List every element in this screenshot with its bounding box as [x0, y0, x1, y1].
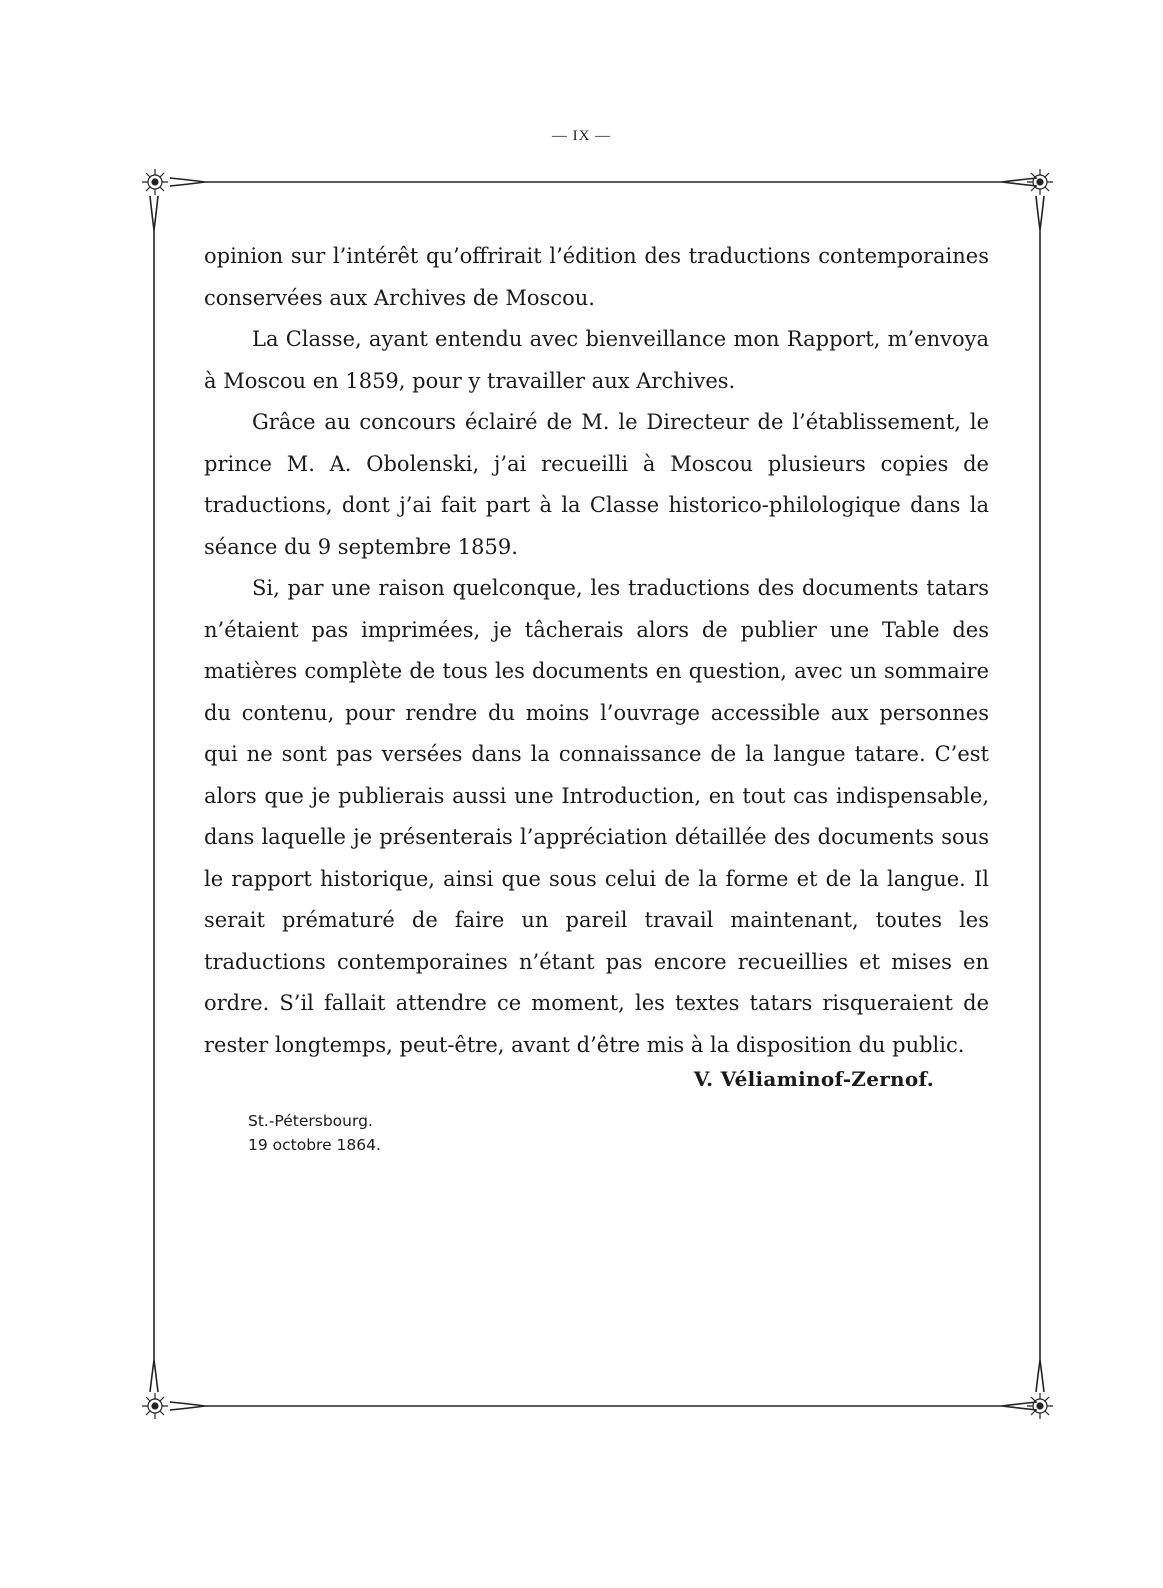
corner-rosette-bottom-left [142, 1393, 168, 1419]
paragraph: La Classe, ayant entendu avec bienveillance mon Rapport, m’envoya à Moscou en 1859, pour y travailler aux Archives. [204, 327, 989, 393]
page-number: — IX — [551, 128, 612, 144]
paragraph: Grâce au concours éclairé de M. le Directeur de l’établissement, le prince M. A. Obolenski, j’ai recueilli à Moscou plusieurs copies de traductions, dont j’ai fait part à la Classe historico-philologique dans la séance du 9 septembre 1859. [204, 410, 989, 559]
corner-rosette-bottom-right [1027, 1393, 1053, 1419]
place: St.-Pétersbourg. [248, 1112, 373, 1130]
body-text [204, 236, 989, 1066]
corner-rosette-top-left [142, 169, 168, 195]
signature: V. Véliaminof-Zernof. [693, 1067, 934, 1091]
corner-rosette-top-right [1027, 169, 1053, 195]
paragraph: Si, par une raison quelconque, les traductions des documents tatars n’étaient pas imprimées, je tâcherais alors de publier une Table des matières complète de tous les documents en question, avec un sommaire du contenu, pour rendre du moins l’ouvrage accessible aux personnes qui ne sont pas versées dans la connaissance de la langue tatare. C’est alors que je publierais aussi une Introduction, en tout cas indispensable, dans laquelle je présenterais l’appréciation détaillée des documents sous le rapport historique, ainsi que sous celui de la forme et de la langue. Il serait prématuré de faire un pareil travail maintenant, toutes les traductions contemporaines n’étant pas encore recueillies et mises en ordre. S’il fallait attendre ce moment, les textes tatars risqueraient de rester longtemps, peut-être, avant d’être mis à la disposition du public. [204, 576, 989, 1057]
date: 19 octobre 1864. [248, 1136, 381, 1154]
paragraph: opinion sur l’intérêt qu’offrirait l’édition des traductions contemporaines conservées aux Archives de Moscou. [204, 244, 989, 310]
place-date [248, 1109, 381, 1157]
